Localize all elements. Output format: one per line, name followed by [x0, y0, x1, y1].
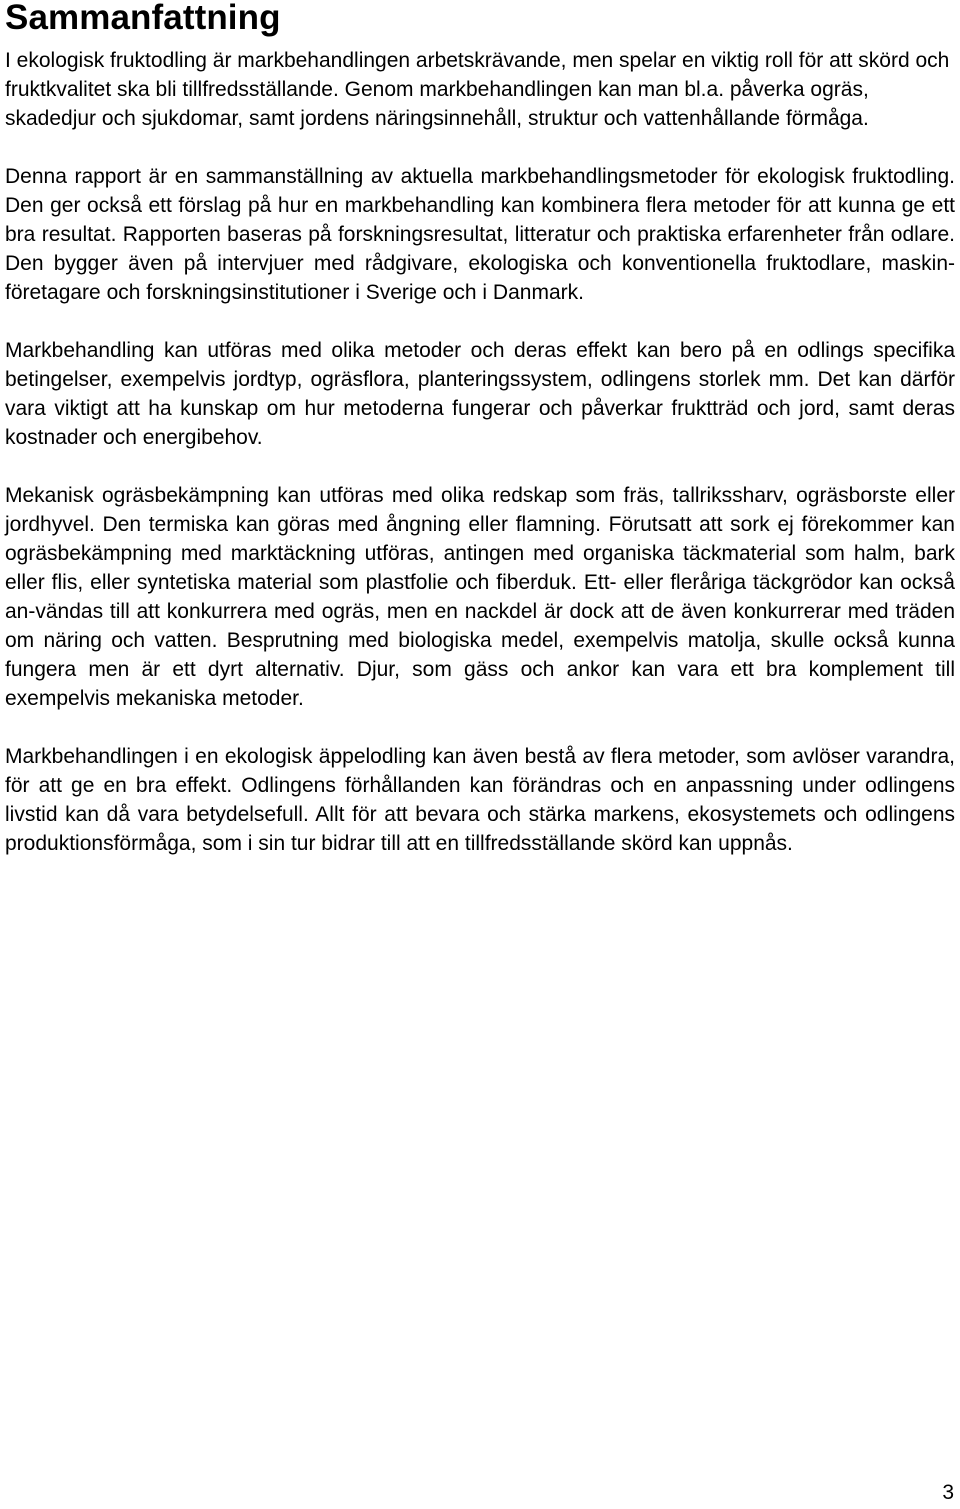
- summary-paragraph-5: Markbehandlingen i en ekologisk äppelodling kan även bestå av flera metoder, som avlöser varandra, för att ge en bra effekt. Odlingens förhållanden kan förändras och en anpassning under odlingens livstid kan då vara betydelsefull. Allt för att bevara och stärka markens, ekosystemets och odlingens produktionsförmåga, som i sin tur bidrar till att en tillfredsställande skörd kan uppnås.: [5, 745, 955, 855]
- summary-paragraph-2: Denna rapport är en sammanställning av aktuella markbehandlingsmetoder för ekologisk fruktodling. Den ger också ett förslag på hur en markbehandling kan kombinera flera metoder för att kunna ge ett bra resultat. Rapporten baseras på forskningsresultat, litteratur och praktiska erfarenheter från odlare. Den bygger även på intervjuer med rådgivare, ekologiska och konventionella fruktodlare, maskin-företagare och forskningsinstitutioner i Sverige och i Danmark.: [5, 165, 955, 304]
- page-number: 3: [942, 1481, 954, 1504]
- section-heading: Sammanfattning: [5, 0, 281, 37]
- summary-paragraph-4: Mekanisk ogräsbekämpning kan utföras med olika redskap som fräs, tallrikssharv, ogräsborste eller jordhyvel. Den termiska kan göras med ångning eller flamning. Förutsatt att sork ej förekommer kan ogräsbekämpning med marktäckning utföras, antingen med organiska täckmaterial som halm, bark eller flis, eller syntetiska material som plastfolie och fiberduk. Ett- eller fleråriga täckgrödor kan också an-vändas till att konkurrera med ogräs, men en nackdel är dock att de även konkurrerar med träden om näring och vatten. Besprutning med biologiska medel, exempelvis matolja, skulle också kunna fungera men är ett dyrt alternativ. Djur, som gäss och ankor kan vara ett bra komplement till exempelvis mekaniska metoder.: [5, 484, 955, 710]
- summary-paragraph-1: I ekologisk fruktodling är markbehandlingen arbetskrävande, men spelar en viktig roll för att skörd och fruktkvalitet ska bli tillfredsställande. Genom markbehandlingen kan man bl.a. påverka ogräs, skadedjur och sjukdomar, samt jordens näringsinnehåll, struktur och vattenhållande förmåga.: [5, 49, 950, 130]
- document-page: [5, 0, 955, 858]
- summary-paragraph-3: Markbehandling kan utföras med olika metoder och deras effekt kan bero på en odlings specifika betingelser, exempelvis jordtyp, ogräsflora, planteringssystem, odlingens storlek mm. Det kan därför vara viktigt att ha kunskap om hur metoderna fungerar och påverkar fruktträd och jord, samt deras kostnader och energibehov.: [5, 339, 955, 449]
